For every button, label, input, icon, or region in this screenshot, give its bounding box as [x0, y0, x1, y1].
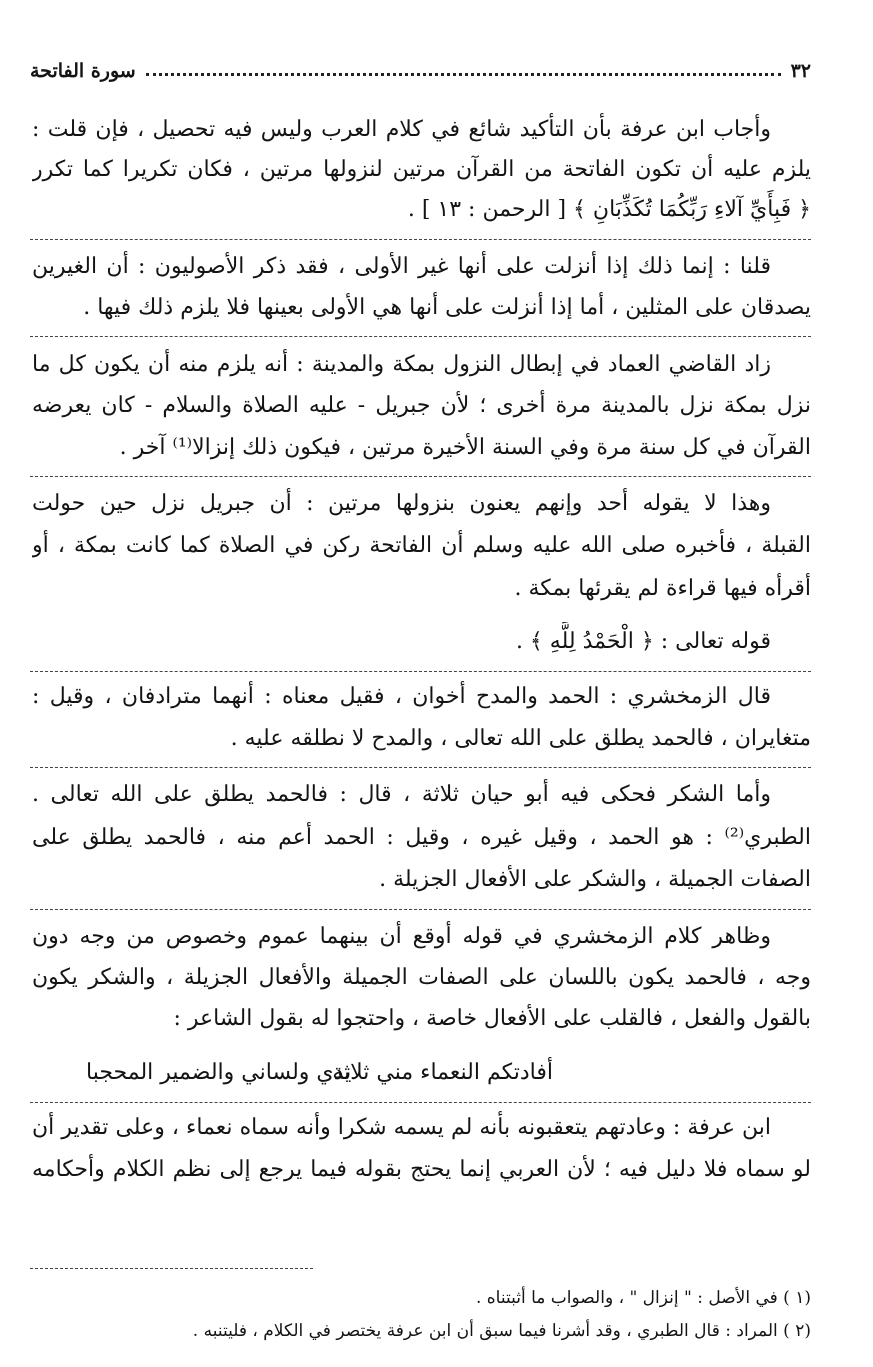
page-number: ٣٢: [790, 60, 811, 82]
text-line: لو سماه فلا دليل فيه ؛ لأن العربي إنما يحتج بقوله فيما يرجع إلى نظم الكلام وأحكامه: [32, 1157, 811, 1182]
text-line: يصدقان على المثلين ، أما إذا أنزلت على أنها هي الأولى بعينها فلا يلزم ذلك فيها .: [83, 295, 811, 320]
paragraph-separator: [30, 336, 811, 337]
text-line: قال الزمخشري : الحمد والمدح أخوان ، فقيل معناه : أنهما مترادفان ، وقيل :: [32, 684, 771, 709]
paragraph-separator: [30, 1102, 811, 1103]
text-line: زاد القاضي العماد في إبطال النزول بمكة والمدينة : أنه يلزم منه أن يكون كل ما: [32, 352, 771, 377]
paragraph-separator: [30, 476, 811, 477]
footnote-separator: [30, 1268, 313, 1269]
text-line: الصفات الجميلة ، والشكر على الأفعال الجزيلة .: [379, 867, 811, 892]
text-line: ابن عرفة : وعادتهم يتعقبونه بأنه لم يسمه شكرا وأنه سماه نعماء ، وعلى تقدير أن: [32, 1115, 771, 1140]
verse-hemistich-second: يدي ولساني والضمير المحجبا: [86, 1060, 352, 1085]
header-dot-leader: [146, 73, 781, 76]
text-line: أقرأه فيها قراءة لم يقرئها بمكة .: [514, 576, 811, 601]
text-line: متغايران ، فالحمد يطلق على الله تعالى ، والمدح لا نطلقه عليه .: [230, 726, 811, 751]
paragraph-separator: [30, 239, 811, 240]
text-line: وأجاب ابن عرفة بأن التأكيد شائع في كلام العرب وليس فيه تحصيل ، فإن قلت :: [32, 117, 771, 142]
text-line: نزل بمكة نزل بالمدينة مرة أخرى ؛ لأن جبريل - عليه الصلاة والسلام - كان يعرضه: [32, 393, 811, 418]
footnote: (١ ) في الأصل : " إنزال " ، والصواب ما أثبتناه .: [475, 1288, 811, 1308]
running-header: [30, 56, 811, 86]
verse-hemistich-first: أفادتكم النعماء مني ثلاثة: [332, 1060, 553, 1085]
text-line: وهذا لا يقوله أحد وإنهم يعنون بنزولها مرتين : أن جبريل نزل حين حولت: [32, 491, 771, 516]
paragraph-separator: [30, 767, 811, 768]
paragraph-separator: [30, 671, 811, 672]
text-line: وجه ، فالحمد يكون باللسان على الصفات الجميلة والأفعال الجزيلة ، والشكر يكون: [32, 965, 811, 990]
text-line: القبلة ، فأخبره صلى الله عليه وسلم أن الفاتحة ركن في الصلاة كما كانت بمكة ، أو: [32, 533, 811, 558]
text-line: وظاهر كلام الزمخشري في قوله أوقع أن بينهما عموم وخصوص من وجه دون: [32, 924, 771, 949]
paragraph-separator: [30, 909, 811, 910]
text-line: القرآن في كل سنة مرة وفي السنة الأخيرة مرتين ، فيكون ذلك إنزالا⁽¹⁾ آخر .: [119, 435, 811, 460]
text-line: قلنا : إنما ذلك إذا أنزلت على أنها غير الأولى ، فقد ذكر الأصوليون : أن الغيرين: [32, 254, 771, 279]
footnote: (٢ ) المراد : قال الطبري ، وقد أشرنا فيما سبق أن ابن عرفة يختصر في الكلام ، فليتنبه .: [192, 1321, 811, 1341]
text-line: قوله تعالى : ﴿ الْحَمْدُ لِلَّهِ ﴾ .: [515, 629, 771, 654]
text-line: بالقول والفعل ، فالقلب على الأفعال خاصة ، واحتجوا له بقول الشاعر :: [173, 1006, 811, 1031]
surah-title: سورة الفاتحة: [30, 60, 136, 82]
text-line: وأما الشكر فحكى فيه أبو حيان ثلاثة ، قال : فالحمد يطلق على الله تعالى .: [32, 782, 771, 807]
text-line: ﴿ فَبِأَيِّ آلاءِ رَبِّكُمَا تُكَذِّبَانِ ﴾ [ الرحمن : ١٣ ] .: [407, 197, 811, 222]
text-line: يلزم عليه أن تكون الفاتحة من القرآن مرتين لنزولها مرتين ، فكان تكريرا كما تكرر: [32, 157, 811, 182]
text-line: الطبري⁽²⁾ : هو الحمد ، وقيل غيره ، وقيل : الحمد أعم منه ، فالحمد يطلق على: [32, 825, 811, 850]
